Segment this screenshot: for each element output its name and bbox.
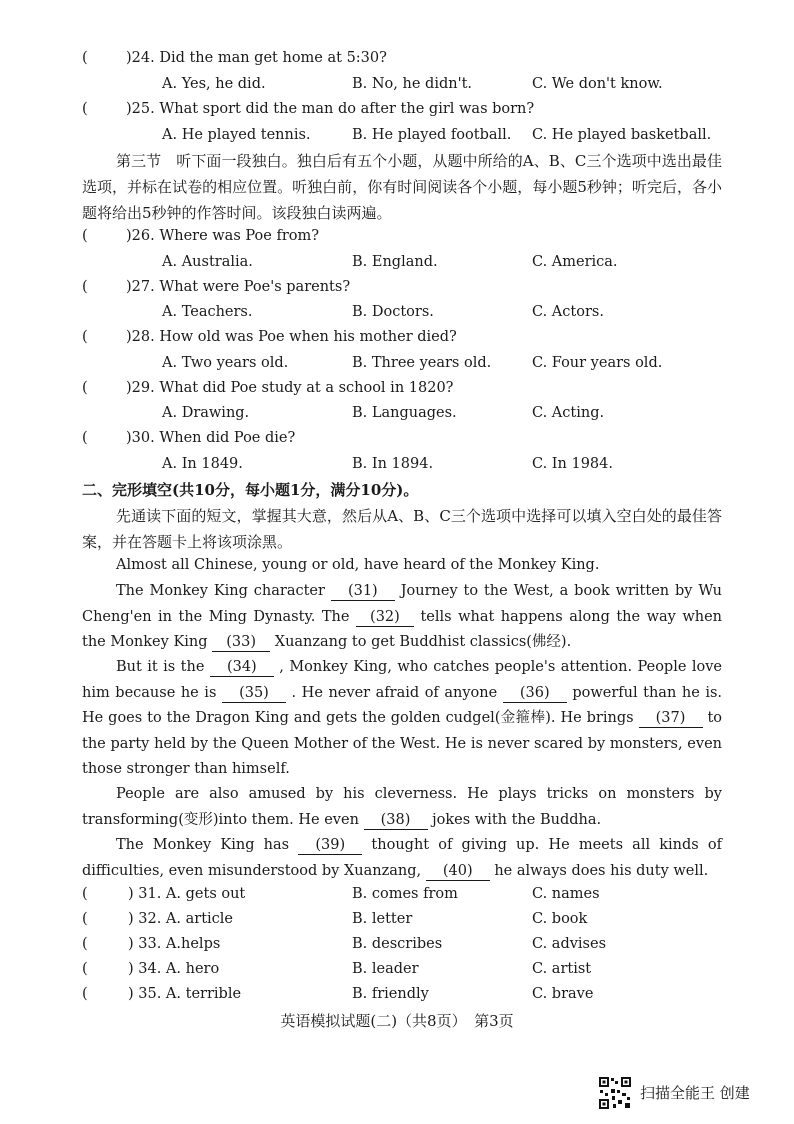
question-30: ( )30. When did Poe die?	[82, 430, 296, 446]
blank-39: (39)	[298, 836, 362, 855]
passage-paragraph-5: The Monkey King has (39) thought of giving up. He meets all kinds of difficulties, even misunderstood by Xuanzang, (40) he always does his duty well.	[82, 837, 723, 879]
blank-36: (36)	[503, 684, 567, 703]
qr-code-icon	[598, 1076, 632, 1110]
cloze-options-33: ( ) 33. A.helps B. describes C. advises	[82, 936, 607, 952]
options-24: A. Yes, he did. B. No, he didn't. C. We don't know.	[162, 76, 663, 92]
blank-34: (34)	[210, 658, 274, 677]
cloze-options-31: ( ) 31. A. gets out B. comes from C. names	[82, 886, 600, 902]
section3-instructions: 第三节 听下面一段独白。独白后有五个小题，从题中所给的A、B、C三个选项中选出最佳选项，并标在试卷的相应位置。听独白前，你有时间阅读各个小题，每小题5秒钟；听完后，各小题将给出5秒钟的作答时间。该段独白读两遍。	[82, 152, 722, 222]
question-24: ( )24. Did the man get home at 5:30?	[82, 50, 387, 66]
blank-37: (37)	[639, 709, 703, 728]
question-26: ( )26. Where was Poe from?	[82, 228, 320, 244]
question-27: ( )27. What were Poe's parents?	[82, 279, 351, 295]
question-25: ( )25. What sport did the man do after the girl was born?	[82, 101, 535, 117]
scanner-brand-label: 扫描全能王 创建	[640, 1084, 750, 1102]
blank-32: (32)	[356, 608, 414, 627]
options-28: A. Two years old. B. Three years old. C. Four years old.	[162, 355, 663, 371]
cloze-options-34: ( ) 34. A. hero B. leader C. artist	[82, 961, 592, 977]
cloze-heading: 二、完形填空(共10分，每小题1分，满分10分)。	[82, 481, 419, 499]
page-footer: 英语模拟试题(二)（共8页） 第3页	[280, 1012, 514, 1030]
options-25: A. He played tennis. B. He played football. C. He played basketball.	[162, 127, 712, 143]
cloze-options-35: ( ) 35. A. terrible B. friendly C. brave	[82, 986, 594, 1002]
passage-paragraph-4: People are also amused by his cleverness. He plays tricks on monsters by transforming(变形)into them. He even (38) jokes with the Buddha.	[82, 786, 722, 828]
options-29: A. Drawing. B. Languages. C. Acting.	[162, 405, 605, 421]
cloze-options-32: ( ) 32. A. article B. letter C. book	[82, 911, 588, 927]
blank-38: (38)	[364, 811, 428, 830]
cloze-instructions: 先通读下面的短文，掌握其大意，然后从A、B、C三个选项中选择可以填入空白处的最佳答案，并在答题卡上将该项涂黑。	[82, 507, 722, 551]
passage-paragraph-2: The Monkey King character (31) Journey to the West, a book written by Wu Cheng'en in the Ming Dynasty. The (32) tells what happens along the way when the Monkey King (33) Xuanzang to get Buddhist classics(佛经).	[82, 583, 723, 650]
question-28: ( )28. How old was Poe when his mother died?	[82, 329, 457, 345]
blank-33: (33)	[212, 633, 270, 652]
question-29: ( )29. What did Poe study at a school in 1820?	[82, 380, 454, 396]
options-30: A. In 1849. B. In 1894. C. In 1984.	[162, 456, 613, 472]
passage-paragraph-3: But it is the (34) , Monkey King, who catches people's attention. People love him because he is (35) . He never afraid of anyone (36) powerful than he is. He goes to the Dragon King and gets the golden cudgel(金箍棒). He brings (37) to the party held by the Queen Mother of the West. He is never scared by monsters, even those stronger than himself.	[82, 659, 723, 777]
blank-35: (35)	[222, 684, 286, 703]
blank-31: (31)	[331, 582, 395, 601]
blank-40: (40)	[426, 862, 490, 881]
options-27: A. Teachers. B. Doctors. C. Actors.	[162, 304, 604, 320]
passage-paragraph-1: Almost all Chinese, young or old, have heard of the Monkey King.	[116, 557, 600, 573]
options-26: A. Australia. B. England. C. America.	[162, 254, 618, 270]
